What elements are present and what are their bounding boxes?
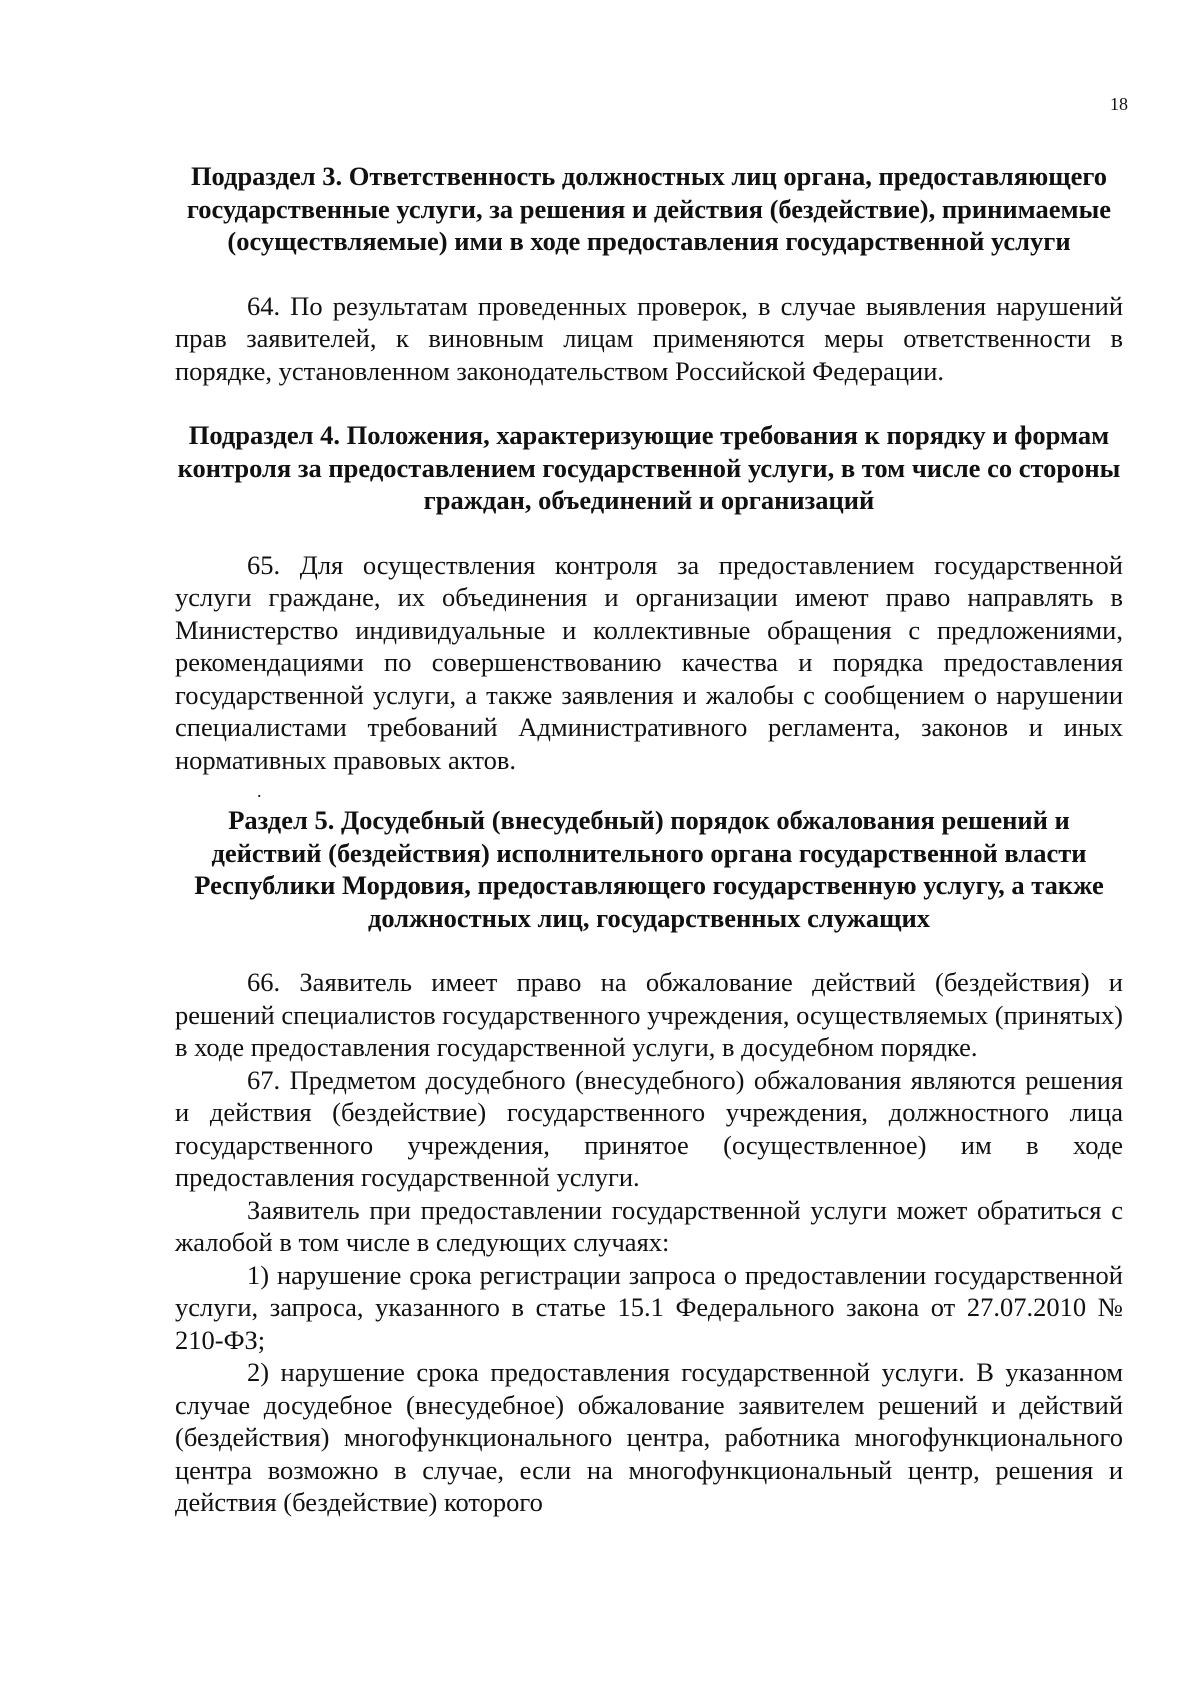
paragraph-67: 67. Предметом досудебного (внесудебного) обжалования являются решения и действия (бездействие) государственного учреждения, должностного лица государственного учреждения, принятое (осуществленное) им в ходе предоставления государственной услуги. (175, 1064, 1123, 1192)
section-5-heading: Раздел 5. Досудебный (внесудебный) порядок обжалования решений и действий (бездействия) исполнительного органа государственной власти Республики Мордовия, предоставляющего государственную услугу, а также должностных лиц, государственных служащих (194, 805, 1104, 933)
page-number: 18 (1110, 94, 1128, 114)
subsection-3-heading: Подраздел 3. Ответственность должностных лиц органа, предоставляющего государственные услуги, за решения и действия (бездействие), принимаемые (осуществляемые) ими в ходе предоставления государственной услуги (186, 161, 1112, 256)
paragraph-complaint-cases: Заявитель при предоставлении государственной услуги может обратиться с жалобой в том числе в следующих случаях: (175, 1194, 1123, 1257)
paragraph-64: 64. По результатам проведенных проверок, в случае выявления нарушений прав заявителей, к виновным лицам применяются меры ответственности в порядке, установленном законодательством Российской Федерации. (175, 290, 1123, 386)
subsection-4 (175, 419, 1123, 804)
paragraph-65: 65. Для осуществления контроля за предоставлением государственной услуги граждане, их объединения и организации имеют право направлять в Министерство индивидуальные и коллективные обращения с предложениями, рекомендациями по совершенствованию качества и порядка предоставления государственной услуги, а также заявления и жалобы с сообщением о нарушении специалистами требований Административного регламента, законов и иных нормативных правовых актов. (175, 549, 1123, 775)
subsection-3 (175, 160, 1123, 387)
list-item-2: 2) нарушение срока предоставления государственной услуги. В указанном случае досудебное (внесудебное) обжалование заявителем решений и действий (бездействия) многофункционального центра, работника многофункционального центра возможно в случае, если на многофункциональный центр, решения и действия (бездействие) которого (175, 1357, 1123, 1517)
list-item-1: 1) нарушение срока регистрации запроса о предоставлении государственной услуги, запроса, указанного в статье 15.1 Федерального закона от 27.07.2010 № 210-ФЗ; (175, 1259, 1123, 1355)
section-5 (175, 804, 1123, 1519)
document-body (175, 160, 1123, 1519)
subsection-4-heading: Подраздел 4. Положения, характеризующие требования к порядку и формам контроля за предоставлением государственной услуги, в том числе со стороны граждан, объединений и организаций (177, 420, 1121, 515)
paragraph-66: 66. Заявитель имеет право на обжалование действий (бездействия) и решений специалистов государственного учреждения, осуществляемых (принятых) в ходе предоставления государственной услуги, в досудебном порядке. (175, 967, 1123, 1062)
stray-dot: . (257, 781, 262, 801)
stray-mark (175, 776, 1123, 804)
